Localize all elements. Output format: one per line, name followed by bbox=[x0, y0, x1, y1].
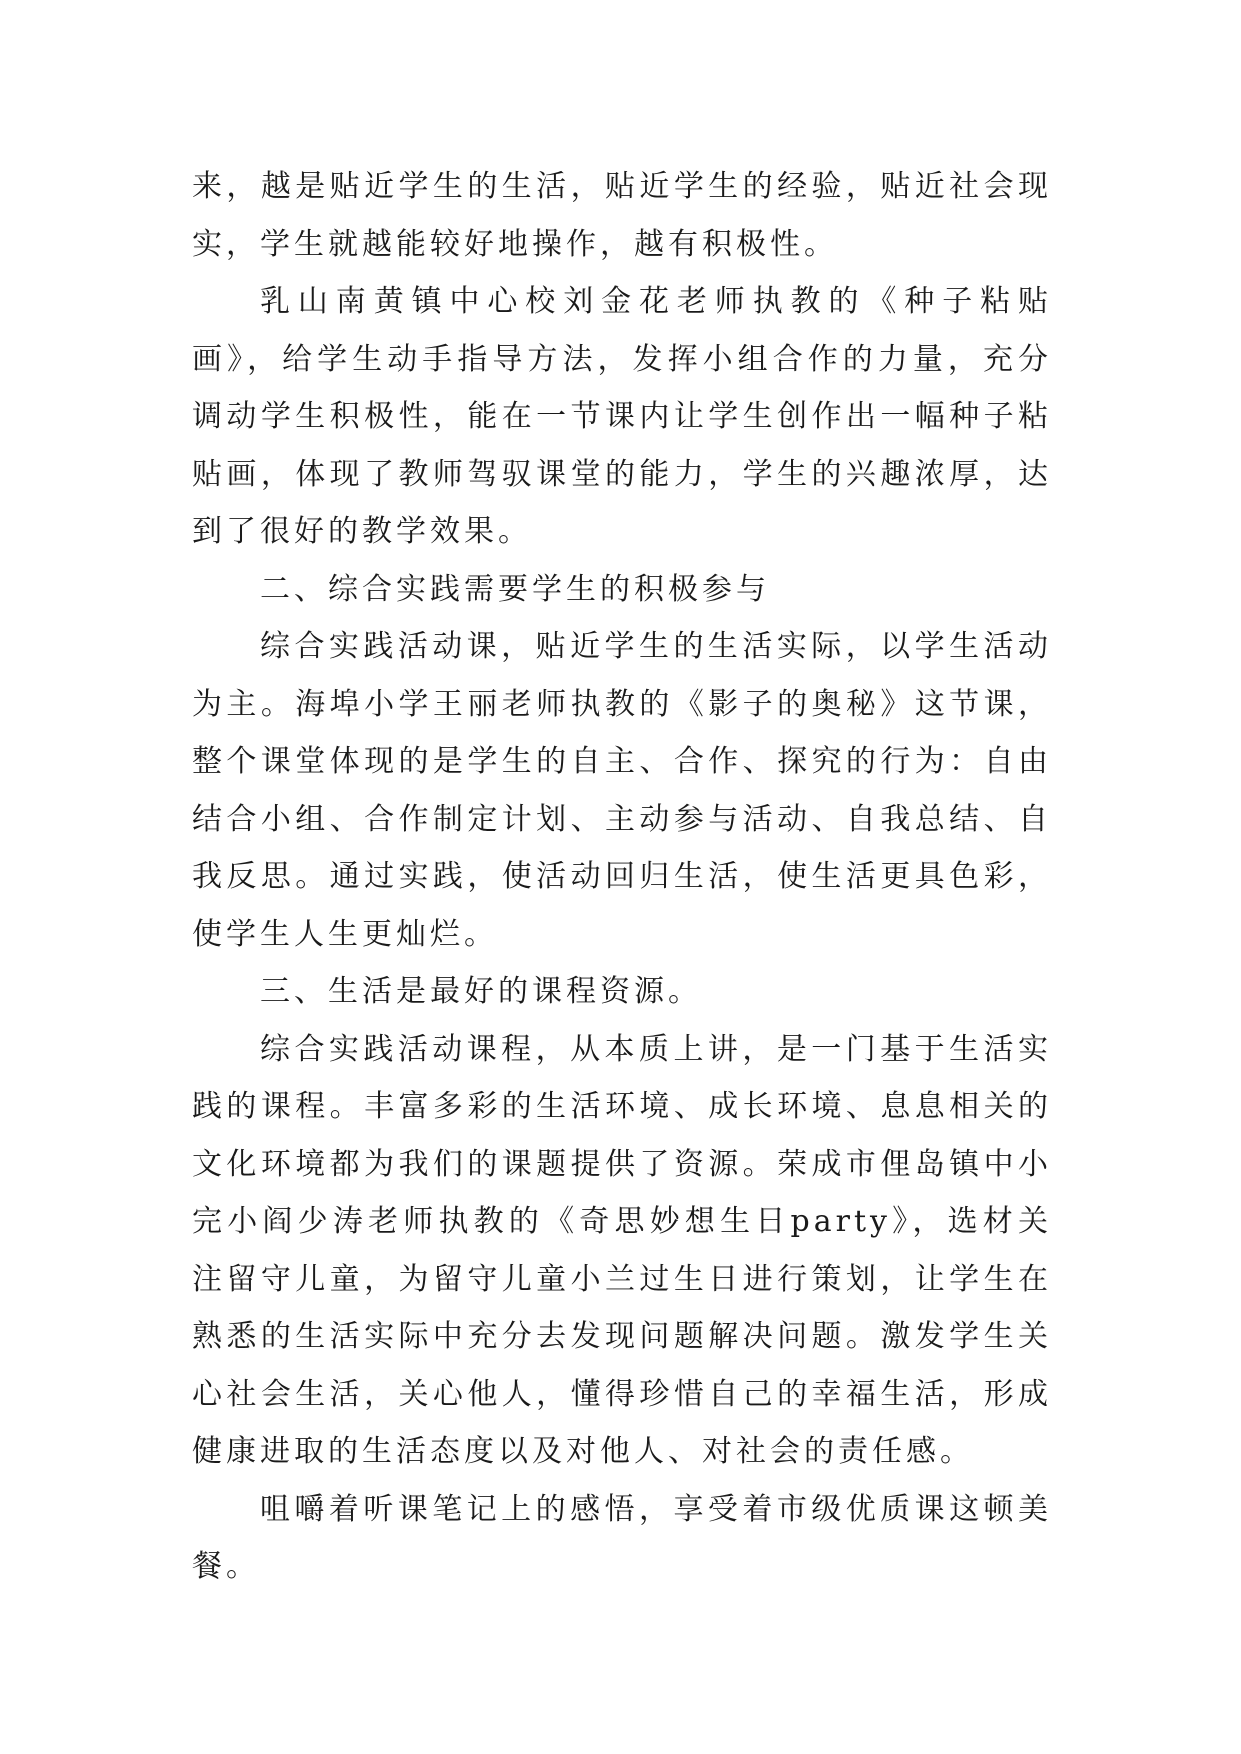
document-body bbox=[192, 158, 1052, 1596]
section-heading-2: 二、综合实践需要学生的积极参与 bbox=[260, 571, 770, 607]
paragraph-shadow-lesson: 综合实践活动课，贴近学生的生活实际，以学生活动为主。海埠小学王丽老师执教的《影子的奥秘》这节课，整个课堂体现的是学生的自主、合作、探究的行为：自由结合小组、合作制定计划、主动参与活动、自我总结、自我反思。通过实践，使活动回归生活，使生活更具色彩，使学生人生更灿烂。 bbox=[192, 629, 1052, 952]
paragraph-closing: 咀嚼着听课笔记上的感悟，享受着市级优质课这顿美餐。 bbox=[192, 1491, 1052, 1584]
paragraph-continuation: 来，越是贴近学生的生活，贴近学生的经验，贴近社会现实，学生就越能较好地操作，越有积极性。 bbox=[192, 169, 1052, 262]
section-heading-3: 三、生活是最好的课程资源。 bbox=[260, 974, 702, 1009]
paragraph-birthday-party-lesson: 综合实践活动课程，从本质上讲，是一门基于生活实践的课程。丰富多彩的生活环境、成长环境、息息相关的文化环境都为我们的课题提供了资源。荣成市俚岛镇中小完小阎少涛老师执教的《奇思妙想生日party》，选材关注留守儿童，为留守儿童小兰过生日进行策划，让学生在熟悉的生活实际中充分去发现问题解决问题。激发学生关心社会生活，关心他人，懂得珍惜自己的幸福生活，形成健康进取的生活态度以及对他人、对社会的责任感。 bbox=[192, 1031, 1052, 1469]
paragraph-seed-collage-lesson: 乳山南黄镇中心校刘金花老师执教的《种子粘贴画》，给学生动手指导方法，发挥小组合作的力量，充分调动学生积极性，能在一节课内让学生创作出一幅种子粘贴画，体现了教师驾驭课堂的能力，学生的兴趣浓厚，达到了很好的教学效果。 bbox=[192, 284, 1052, 549]
